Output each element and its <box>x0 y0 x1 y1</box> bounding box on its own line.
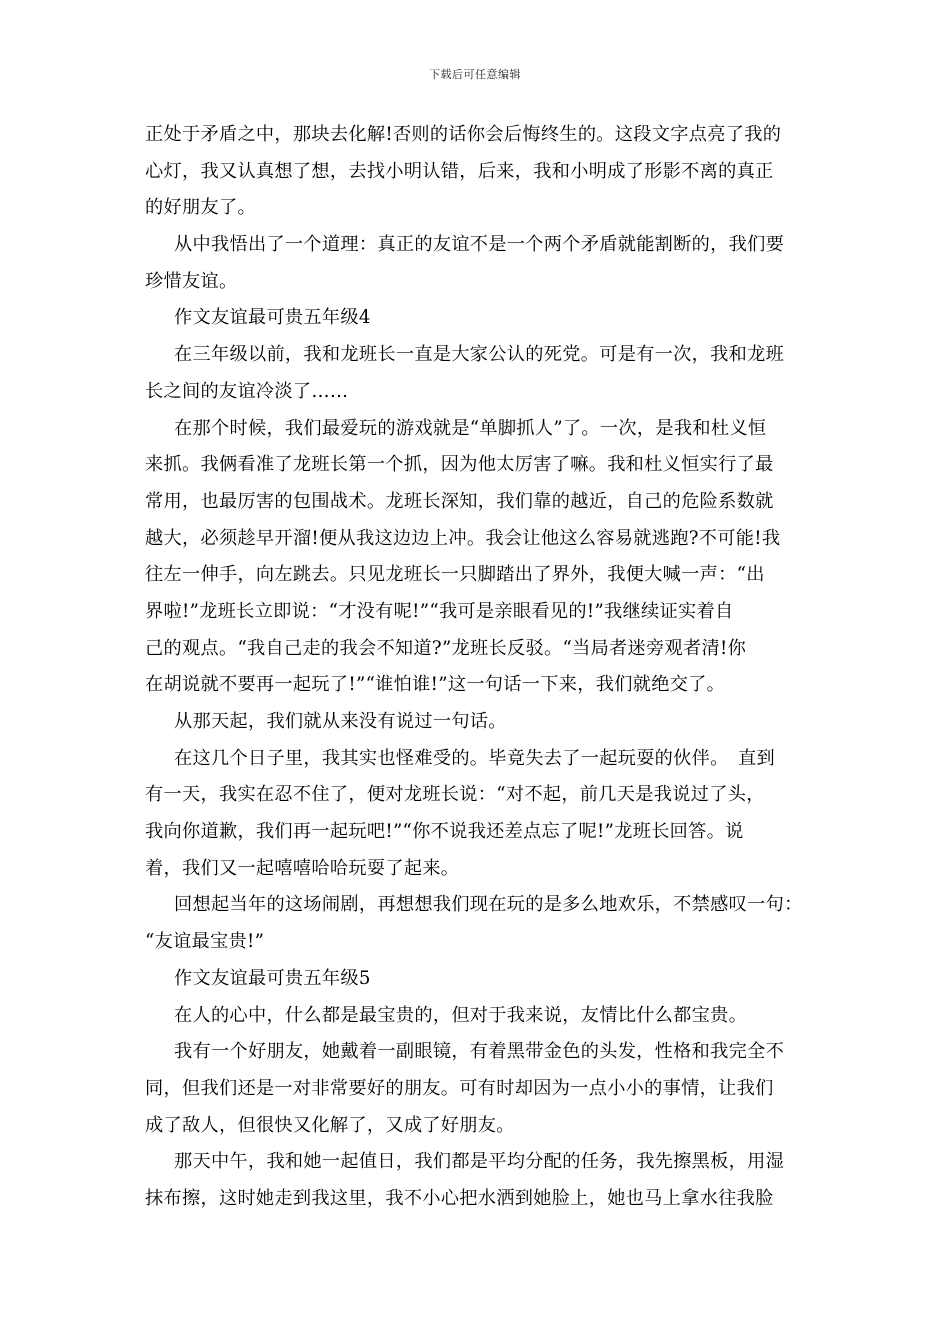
text-line: “友谊最宝贵!” <box>145 931 265 953</box>
text-line: 在胡说就不要再一起玩了!”“谁怕谁!”这一句话一下来，我们就绝交了。 <box>145 674 726 696</box>
text-line: 长之间的友谊冷淡了…… <box>145 380 349 402</box>
document-body <box>145 117 809 1218</box>
text-line: 珍惜友谊。 <box>145 270 238 292</box>
text-line: 在这几个日子里，我其实也怪难受的。毕竟失去了一起玩耍的伙伴。 直到 <box>174 747 775 769</box>
text-line: 那天中午，我和她一起值日，我们都是平均分配的任务，我先擦黑板，用湿 <box>174 1151 785 1173</box>
text-line: 越大，必须趁早开溜!便从我这边边上冲。我会让他这么容易就逃跑?不可能!我 <box>145 527 781 549</box>
text-line: 己的观点。“我自己走的我会不知道?”龙班长反驳。“当局者迷旁观者清!你 <box>145 637 747 659</box>
page-header: 下载后可任意编辑 <box>429 68 521 81</box>
text-line: 着，我们又一起嘻嘻哈哈玩耍了起来。 <box>145 857 460 879</box>
text-line: 作文友谊最可贵五年级4 <box>174 307 371 329</box>
text-line: 在那个时候，我们最爱玩的游戏就是“单脚抓人”了。一次，是我和杜义恒 <box>174 417 767 439</box>
text-line: 正处于矛盾之中，那块去化解!否则的话你会后悔终生的。这段文字点亮了我的 <box>145 124 782 145</box>
text-line: 从那天起，我们就从来没有说过一句话。 <box>174 711 507 732</box>
text-line: 同，但我们还是一对非常要好的朋友。可有时却因为一点小小的事情，让我们 <box>145 1077 774 1099</box>
text-line: 回想起当年的这场闹剧，再想想我们现在玩的是多么地欢乐，不禁感叹一句： <box>174 894 803 916</box>
text-line: 作文友谊最可贵五年级5 <box>174 967 371 989</box>
text-line: 来抓。我俩看准了龙班长第一个抓，因为他太厉害了嘛。我和杜义恒实行了最 <box>145 454 774 476</box>
text-line: 在人的心中，什么都是最宝贵的，但对于我来说，友情比什么都宝贵。 <box>174 1004 748 1026</box>
text-line: 我向你道歉，我们再一起玩吧!”“你不说我还差点忘了呢!”龙班长回答。说 <box>145 821 744 843</box>
text-line: 有一天，我实在忍不住了，便对龙班长说：“对不起，前几天是我说过了头， <box>145 784 765 806</box>
text-line: 界啦!”龙班长立即说：“才没有呢!”“我可是亲眼看见的!”我继续证实着自 <box>145 600 734 622</box>
text-line: 从中我悟出了一个道理：真正的友谊不是一个两个矛盾就能割断的，我们要 <box>174 234 785 256</box>
text-line: 的好朋友了。 <box>145 197 256 219</box>
text-line: 抹布擦，这时她走到我这里，我不小心把水洒到她脸上，她也马上拿水往我脸 <box>145 1187 774 1209</box>
text-line: 在三年级以前，我和龙班长一直是大家公认的死党。可是有一次，我和龙班 <box>174 344 785 366</box>
text-line: 心灯，我又认真想了想，去找小明认错，后来，我和小明成了形影不离的真正 <box>145 160 774 182</box>
text-line: 往左一伸手，向左跳去。只见龙班长一只脚踏出了界外，我便大喊一声：“出 <box>145 564 765 586</box>
text-line: 成了敌人，但很快又化解了，又成了好朋友。 <box>145 1114 515 1136</box>
text-line: 我有一个好朋友，她戴着一副眼镜，有着黑带金色的头发，性格和我完全不 <box>174 1041 785 1063</box>
text-line: 常用，也最厉害的包围战术。龙班长深知，我们靠的越近，自己的危险系数就 <box>145 490 774 512</box>
